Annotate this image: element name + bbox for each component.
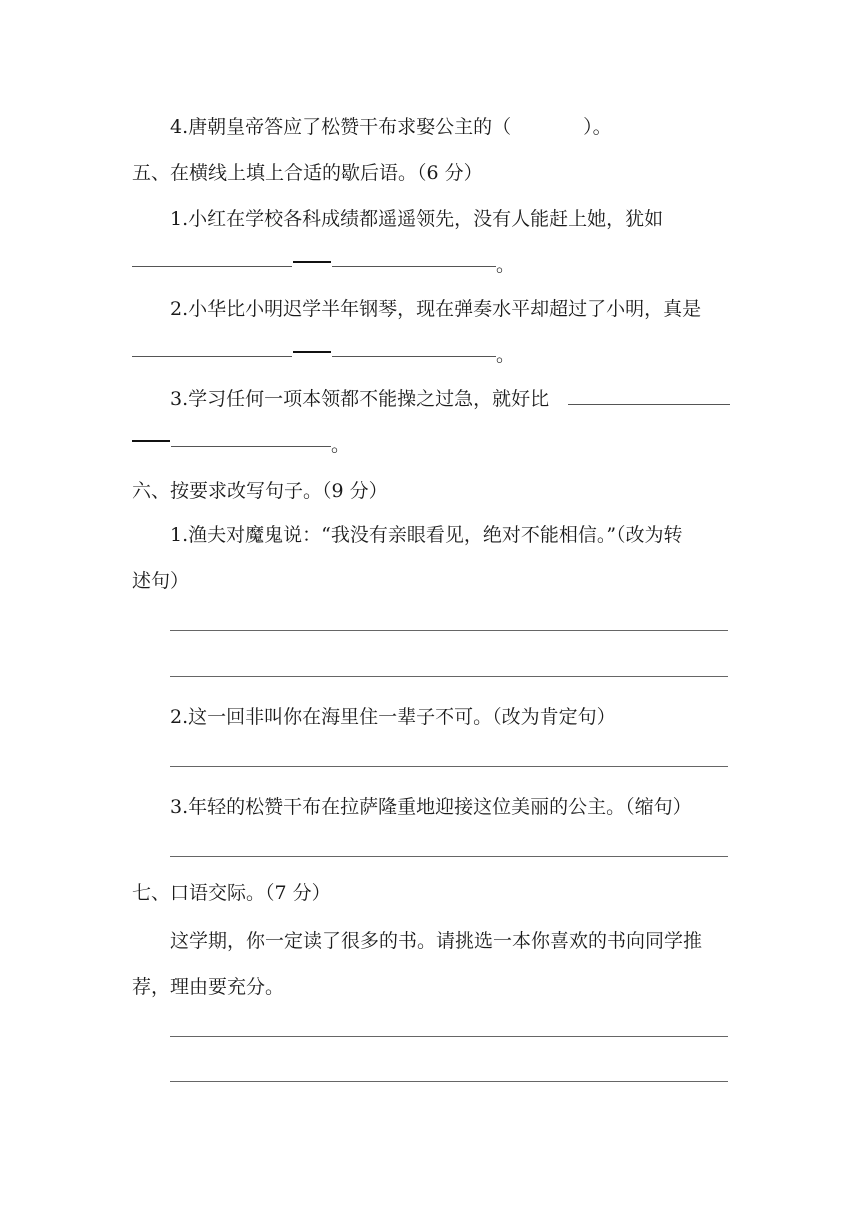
period-5-2: 。 bbox=[496, 344, 516, 366]
section-7-prompt-line1: 这学期，你一定读了很多的书。请挑选一本你喜欢的书向同学推 bbox=[170, 930, 703, 952]
blank-5-2-b[interactable] bbox=[332, 356, 496, 357]
section-6-title: 六、按要求改写句子。（9 分） bbox=[132, 480, 388, 502]
section-7-prompt-line2: 荐，理由要充分。 bbox=[132, 976, 285, 998]
section-6-item-1-line2: 述句） bbox=[132, 570, 190, 592]
section-6-item-2: 2.这一回非叫你在海里住一辈子不可。（改为肯定句） bbox=[170, 706, 616, 728]
blank-5-3-a[interactable] bbox=[568, 404, 730, 405]
section-6-item-3: 3.年轻的松赞干布在拉萨隆重地迎接这位美丽的公主。（缩句） bbox=[170, 796, 692, 818]
answer-line-7-a[interactable] bbox=[170, 1036, 728, 1037]
question-4-4 bbox=[170, 114, 612, 140]
section-5-item-2: 2.小华比小明迟学半年钢琴，现在弹奏水平却超过了小明，真是 bbox=[170, 298, 702, 320]
answer-line-7-b[interactable] bbox=[170, 1081, 728, 1082]
section-6-item-1-line1: 1.渔夫对魔鬼说：“我没有亲眼看见，绝对不能相信。”（改为转 bbox=[170, 524, 683, 546]
blank-5-1-a[interactable] bbox=[132, 266, 292, 267]
question-4-4-close: ）。 bbox=[583, 116, 612, 138]
section-5-item-3: 3.学习任何一项本领都不能操之过急，就好比 bbox=[170, 388, 550, 410]
dash-5-2 bbox=[293, 351, 331, 353]
blank-5-2-a[interactable] bbox=[132, 356, 292, 357]
answer-line-6-1-a[interactable] bbox=[170, 630, 728, 631]
answer-line-6-2[interactable] bbox=[170, 766, 728, 767]
section-5-title: 五、在横线上填上合适的歇后语。（6 分） bbox=[132, 162, 483, 184]
section-5-item-1: 1.小红在学校各科成绩都遥遥领先，没有人能赶上她，犹如 bbox=[170, 208, 664, 230]
question-4-4-text: 4.唐朝皇帝答应了松赞干布求娶公主的（ bbox=[170, 116, 512, 138]
blank-5-1-b[interactable] bbox=[332, 266, 496, 267]
answer-line-6-3[interactable] bbox=[170, 856, 728, 857]
answer-line-6-1-b[interactable] bbox=[170, 676, 728, 677]
section-7-title: 七、口语交际。（7 分） bbox=[132, 882, 331, 904]
period-5-1: 。 bbox=[496, 254, 516, 276]
blank-5-3-b[interactable] bbox=[171, 446, 331, 447]
period-5-3: 。 bbox=[331, 434, 351, 456]
dash-5-1 bbox=[293, 261, 331, 263]
dash-5-3 bbox=[132, 440, 170, 442]
